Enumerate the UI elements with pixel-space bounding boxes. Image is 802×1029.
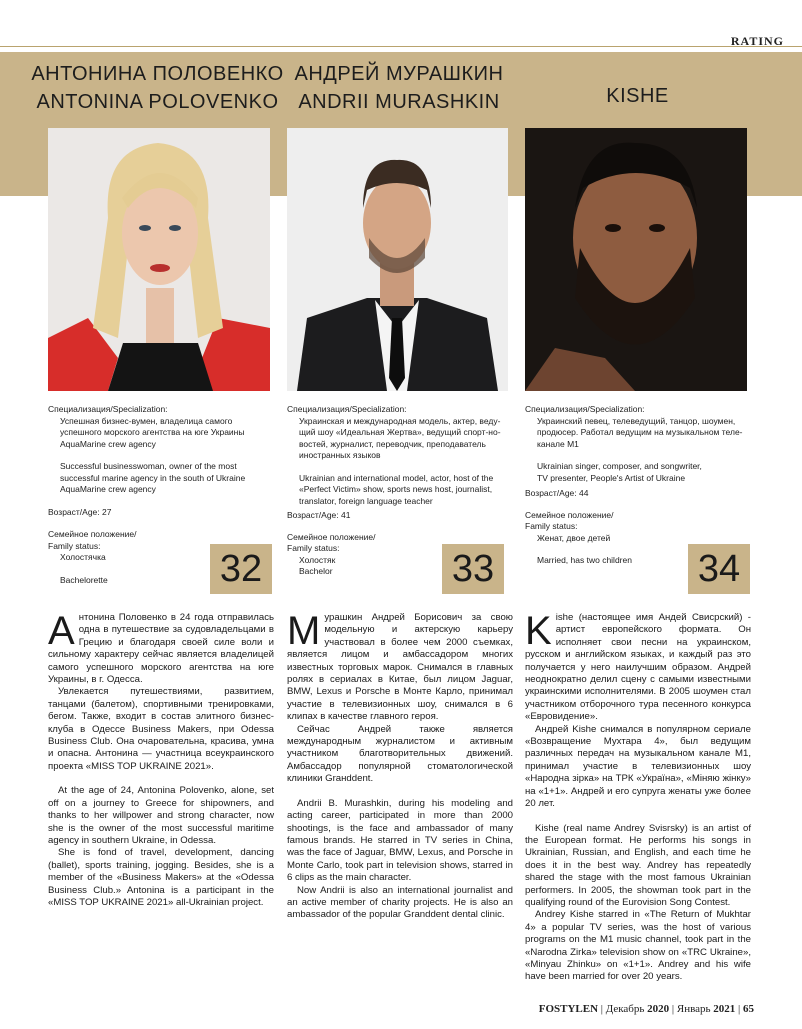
- spec-en-line: Successful businesswoman, owner of the most: [60, 461, 237, 471]
- age: Возраст/Age: 44: [525, 488, 589, 498]
- paragraph-en: Andrii B. Murashkin, during his modeling and acting career, participated in more than 2000 shootings, is the face and ambassador of many famous brands. He starred in TV series in China, was the face of Jaguar, BMW, Lexus, and Porsche in Monte Carlo, took part in television shows, starred in 6 clips as the main character.: [287, 797, 513, 884]
- spec-en-line: Ukrainian and international model, actor, host of the: [299, 472, 494, 483]
- photo-antonina: [48, 128, 270, 391]
- person-name-2: [283, 60, 515, 116]
- article-antonina: [48, 609, 274, 909]
- paragraph-en: Now Andrii is also an international journalist and an active member of charity projects. He is also an ambassador of the popular Granddent dental clinic.: [287, 884, 513, 921]
- family-label: Family status:: [525, 521, 578, 531]
- family-ru: Холостячка: [60, 552, 106, 562]
- spec-ru-line: щий шоу «Идеальная Жертва», ведущий спорт-но-: [299, 427, 501, 437]
- spec-ru-line: успешного морского агентства на юге Украины: [60, 427, 245, 437]
- article-andrii: [287, 609, 513, 922]
- paragraph-ru: ishe (настоящее имя Андей Свисрский) - артист европейского формата. Он исполняет свои песни на украинском, русском и английском языках, и каждый раз это получается у него наилучшим образом. Андрей неоднократно делил сцену с самыми известными украинскими исполнителями. В 2005 шоумен стал участником отборочного тура песенного конкурса «Евровидение».: [525, 612, 751, 723]
- family-label: Семейное положение/: [287, 531, 376, 542]
- spec-ru-line: канале M1: [537, 438, 579, 449]
- brand: FOSTYLEN: [538, 1003, 599, 1015]
- person-name-3: [520, 82, 755, 110]
- spec-ru-line: продюсер. Работал ведущим на музыкальном теле-: [537, 427, 743, 437]
- age: Возраст/Age: 27: [48, 506, 112, 517]
- spec-en-line: «Perfect Victim» show, sports news host, journalist,: [299, 484, 493, 494]
- rank-badge: 34: [688, 544, 750, 594]
- year-2: 2021: [713, 1003, 736, 1015]
- family-label: Семейное положение/: [48, 529, 137, 539]
- spec-ru-line: Украинский певец, телеведущий, танцор, шоумен,: [537, 415, 736, 426]
- drop-cap: А: [48, 609, 75, 653]
- paragraph-en: At the age of 24, Antonina Polovenko, alone, set off on a journey to Greece for shipowners, and thanks to her willpower and strong character, now she is the owner of the most successful maritime agency in southern Ukraine, in Odessa.: [48, 785, 274, 846]
- spec-en-line: successful marine agency in the south of Ukraine: [60, 472, 246, 483]
- drop-cap: K: [525, 609, 552, 653]
- spec-ru-line: Украинская и международная модель, актер, веду-: [299, 415, 501, 426]
- name-en: ANTONINA POLOVENKO: [36, 91, 279, 113]
- month-1: Декабрь: [605, 1003, 645, 1015]
- family-label: Family status:: [48, 540, 101, 551]
- paragraph-en: She is fond of travel, development, dancing (ballet), sports training, jogging. Besides, she is a member of the «Business Makers» at the «Odessa Business Club.» Antonina is a participant in the «MISS TOP UKRAINE 2021» all-Ukrainian project.: [48, 847, 274, 908]
- rank-badge: 33: [442, 544, 504, 594]
- name-ru: АНДРЕЙ МУРАШКИН: [294, 63, 504, 85]
- top-band: [0, 30, 802, 52]
- page-number: 65: [743, 1003, 754, 1015]
- paragraph-ru: Сейчас Андрей также является международным журналистом и активным участником благотворительных движений. Амбассадор популярной стоматологической клиники Grанddent.: [287, 723, 513, 785]
- spec-ru-line: AquaMarine crew agency: [60, 438, 156, 449]
- family-en: Bachelorette: [60, 574, 108, 585]
- paragraph-ru: нтонина Половенко в 24 года отправилась одна в путешествие за судовладельцами в Грецию и благодаря своей силе воли и сильному характеру сейчас является владелицей самого успешного морского агентства на юге Украины, в г. Одесса.: [48, 612, 274, 686]
- family-label: Семейное положение/: [525, 509, 614, 520]
- paragraph-ru: Андрей Kishe снимался в популярном сериале «Возвращение Мухтара 4», был ведущим различных передач на музыкальном канале M1, принимал участие в телевизионных шоу «Народна зірка» на ТРК «Україна», «Міняю жінку» на «1+1». Андрей и его супруга женаты уже более 20 лет.: [525, 723, 751, 810]
- paragraph-ru: Увлекается путешествиями, развитием, танцами (балетом), спортивными тренировками, бегом. Также, входит в состав элитного бизнес-клуба в Одессе Business Makers, при Odessa Business Club. Она очаровательна, красива, умна и опасна. Антонина — участница всеукраинского проекта «MISS TOP UKRAINE 2021».: [48, 686, 274, 772]
- name-en: ANDRII MURASHKIN: [298, 91, 500, 113]
- page-footer: FOSTYLEN | Декабрь 2020 | Январь 2021 | 65: [538, 1003, 754, 1015]
- spec-ru-line: востей, журналист, переводчик, преподаватель: [299, 438, 486, 449]
- family-label: Family status:: [287, 543, 340, 553]
- family-en: Married, has two children: [537, 555, 632, 565]
- header-rule: [0, 46, 802, 47]
- name-ru: KISHE: [606, 85, 669, 107]
- spec-en-line: translator, foreign language teacher: [299, 495, 433, 506]
- spec-ru-line: иностранных языков: [299, 450, 381, 460]
- photo-andrii: [287, 128, 508, 391]
- month-2: Январь: [676, 1003, 711, 1015]
- family-en: Bachelor: [299, 566, 333, 576]
- photo-kishe: [525, 128, 747, 391]
- spec-en-line: Ukrainian singer, composer, and songwriter,: [537, 461, 702, 471]
- family-ru: Холостяк: [299, 554, 336, 565]
- spec-ru-line: Успешная бизнес-вумен, владелица самого: [60, 415, 233, 426]
- name-ru: АНТОНИНА ПОЛОВЕНКО: [31, 63, 284, 85]
- specialization-label: Специализация/Specialization:: [525, 404, 645, 414]
- article-kishe: [525, 609, 751, 984]
- year-1: 2020: [647, 1003, 670, 1015]
- info-kishe: [525, 404, 755, 567]
- specialization-label: Специализация/Specialization:: [287, 404, 407, 414]
- paragraph-en: Andrey Kishe starred in «The Return of Mukhtar 4» a popular TV series, was the host of various programs on the M1 music channel, took part in the «Narodna Zirka» television show on «TRC Ukraine», «Minyau Zhinku» on «1+1». Andrey and his wife have been married for over 20 years.: [525, 909, 751, 983]
- person-name-1: [30, 60, 285, 116]
- section-title: RATING: [730, 34, 784, 48]
- drop-cap: М: [287, 609, 321, 653]
- paragraph-en: Kishe (real name Andrey Svisrsky) is an artist of the European format. He performs his songs in Ukrainian, Russian, and English, and each time he does it in the best way. Andrey has repeatedly shared the stage with the most famous Ukrainian performers. In 2005, the showman took part in the qualifying round of the Eurovision Song Contest.: [525, 822, 751, 908]
- family-ru: Женат, двое детей: [537, 532, 611, 543]
- age: Возраст/Age: 41: [287, 510, 351, 520]
- spec-en-line: AquaMarine crew agency: [60, 484, 156, 494]
- specialization-label: Специализация/Specialization:: [48, 404, 168, 414]
- paragraph-ru: урашкин Андрей Борисович за свою модельную и актерскую карьеру участвовал в более чем 2000 съемках, является лицом и амбассадором многих известных торговых марок. Снимался в главных ролях в сериалах в Китае, был лицом Jaguar, BMW, Lexus и Porsche в Монте Карло, принимал участие в телевизионных шоу, снимался в 6 клипах в качестве главного героя.: [287, 612, 513, 723]
- rank-badge: 32: [210, 544, 272, 594]
- spec-en-line: TV presenter, People's Artist of Ukraine: [537, 472, 686, 483]
